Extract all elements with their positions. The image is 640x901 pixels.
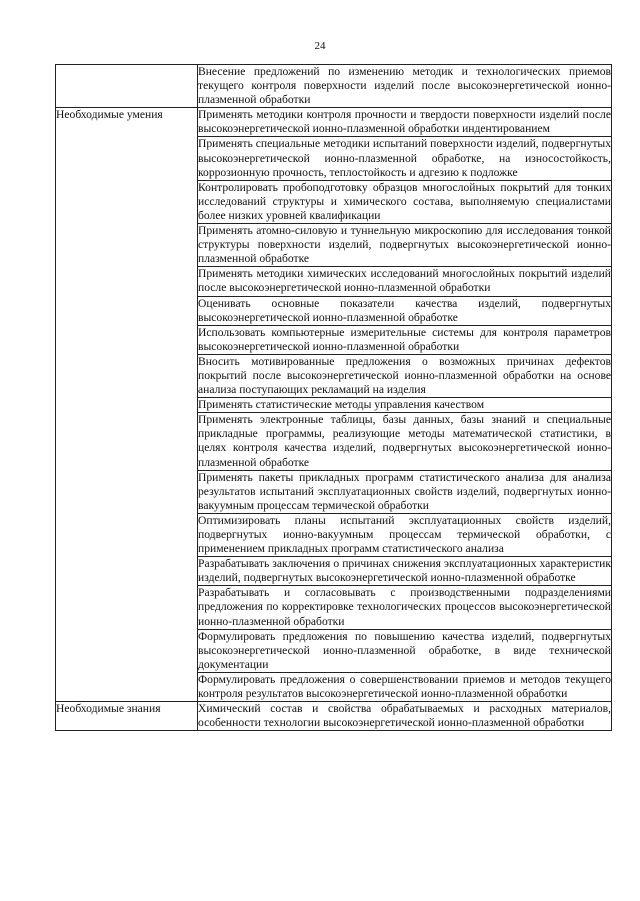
- requirement-text: Внесение предложений по изменению методик и технологических приемов текущего контроля поверхности изделий после высокоэнергетической ионно-плазменной обработки: [198, 65, 611, 107]
- requirement-item: [198, 325, 612, 354]
- section-label: Необходимые знания: [56, 702, 198, 731]
- requirement-item: [198, 65, 612, 108]
- requirement-text: Химический состав и свойства обрабатываемых и расходных материалов, особенности технологии высокоэнергетической ионно-плазменной обработки: [198, 702, 611, 730]
- table-body: [56, 65, 612, 731]
- requirement-item: [198, 267, 612, 296]
- requirement-text: Применять статистические методы управления качеством: [198, 398, 485, 412]
- requirement-item: [198, 224, 612, 267]
- requirement-item: [198, 470, 612, 513]
- requirement-item: [198, 413, 612, 470]
- requirement-text: Формулировать предложения по повышению качества изделий, подвергнутых высокоэнергетической ионно-плазменной обработке, в виде технической документации: [198, 629, 611, 671]
- requirement-text: Применять электронные таблицы, базы данных, базы знаний и специальные прикладные программы, реализующие методы математической статистики, в целях контроля качества изделий, подвергнутых высокоэнергетической ионно-плазменной обработке: [198, 413, 611, 469]
- requirements-table: [55, 64, 612, 731]
- table-row: [56, 65, 612, 108]
- requirement-item: [198, 180, 612, 223]
- requirement-text: Использовать компьютерные измерительные системы для контроля параметров высокоэнергетической ионно-плазменной обработки: [198, 325, 611, 353]
- requirement-item: [198, 137, 612, 180]
- section-label-empty: [56, 65, 198, 108]
- page-number: 24: [314, 40, 326, 52]
- requirement-text: Применять методики контроля прочности и твердости поверхности изделий после высокоэнергетической ионно-плазменной обработки индентированием: [198, 108, 611, 136]
- requirement-text: Оптимизировать планы испытаний эксплуатационных свойств изделий, подвергнутых ионно-вакуумным процессам термической обработки, с применением прикладных программ статистического анализа: [198, 513, 611, 556]
- requirement-text: Разрабатывать заключения о причинах снижения эксплуатационных характеристик изделий, подвергнутых высокоэнергетической ионно-плазменной обработке: [198, 557, 611, 585]
- requirement-item: [198, 513, 612, 556]
- requirement-item: [198, 629, 612, 672]
- requirement-text: Контролировать пробоподготовку образцов многослойных покрытий для тонких исследований структуры и химического состава, выполняемую специалистами более низких уровней квалификации: [198, 180, 611, 222]
- requirement-text: Применять пакеты прикладных программ статистического анализа для анализа результатов испытаний эксплуатационных свойств изделий, подвергнутых ионно-вакуумным процессам термической обработки: [198, 470, 611, 512]
- requirement-text: Применять атомно-силовую и туннельную микроскопию для исследования тонкой структуры поверхности изделий, подвергнутых высокоэнергетической ионно-плазменной обработке: [198, 224, 611, 266]
- requirement-item: [198, 354, 612, 397]
- requirement-item: [198, 672, 612, 701]
- requirement-item: [198, 296, 612, 325]
- requirement-text: Вносить мотивированные предложения о возможных причинах дефектов покрытий после высокоэнергетической ионно-плазменной обработки на основе анализа поступающих рекламаций на изделия: [198, 354, 611, 397]
- requirement-text: Разрабатывать и согласовывать с производственными подразделениями предложения по корректировке технологических процессов высокоэнергетической ионно-плазменной обработки: [198, 586, 611, 628]
- table-row: [56, 108, 612, 137]
- section-label: Необходимые умения: [56, 108, 198, 702]
- requirement-item: [198, 586, 612, 629]
- requirement-text: Оценивать основные показатели качества изделий, подвергнутых высокоэнергетической ионно-плазменной обработке: [198, 296, 611, 324]
- requirement-item: [198, 702, 612, 731]
- requirement-item: [198, 557, 612, 586]
- requirement-text: Формулировать предложения о совершенствовании приемов и методов текущего контроля результатов высокоэнергетической ионно-плазменной обработки: [198, 672, 611, 701]
- requirement-text: Применять специальные методики испытаний поверхности изделий, подвергнутых высокоэнергетической ионно-плазменной обработке, на износостойкость, коррозионную прочность, теплостойкость и адгезию к подложке: [198, 137, 611, 179]
- requirement-item: [198, 398, 612, 413]
- table-row: [56, 702, 612, 731]
- requirement-item: [198, 108, 612, 137]
- requirement-text: Применять методики химических исследований многослойных покрытий изделий после высокоэнергетической ионно-плазменной обработки: [198, 267, 611, 295]
